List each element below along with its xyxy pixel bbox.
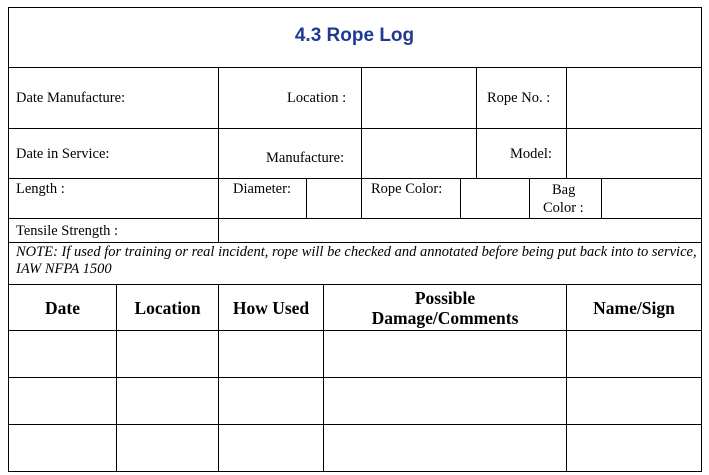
rule-v-476-rows12 <box>476 67 477 179</box>
tensile-strength-label: Tensile Strength : <box>16 223 119 239</box>
header-how-used: How Used <box>232 298 310 318</box>
manufacture-value-cell[interactable] <box>362 129 476 178</box>
model-value-cell[interactable] <box>567 129 701 178</box>
log-row-3-date[interactable] <box>9 425 116 471</box>
header-damage-comments <box>324 287 566 329</box>
log-row-1-damage-comments[interactable] <box>324 331 566 377</box>
rule-v-361-row3 <box>361 178 362 219</box>
log-row-3-damage-comments[interactable] <box>324 425 566 471</box>
rule-v-218-rows12 <box>218 67 219 179</box>
rope-color-value-cell[interactable] <box>461 179 529 218</box>
log-row-2-location[interactable] <box>117 378 218 424</box>
rope-no-label: Rope No. : <box>487 90 551 106</box>
rule-under-note <box>8 284 702 285</box>
date-manufacture-label: Date Manufacture: <box>16 90 126 106</box>
tensile-strength-value-cell[interactable] <box>219 219 701 242</box>
log-row-2-date[interactable] <box>9 378 116 424</box>
form-title: 4.3 Rope Log <box>294 25 415 46</box>
rope-color-label: Rope Color: <box>371 181 443 197</box>
log-row-1-location[interactable] <box>117 331 218 377</box>
log-row-2-damage-comments[interactable] <box>324 378 566 424</box>
log-row-2-how-used[interactable] <box>219 378 323 424</box>
date-in-service-label: Date in Service: <box>16 146 110 162</box>
border-bottom <box>8 471 702 472</box>
manufacture-label: Manufacture: <box>266 150 345 166</box>
bag-color-label: Color : <box>543 200 584 216</box>
border-right <box>701 7 702 472</box>
diameter-label: Diameter: <box>233 181 291 197</box>
log-row-2-name-sign[interactable] <box>567 378 701 424</box>
length-label: Length : <box>16 181 65 197</box>
header-date: Date <box>45 298 80 318</box>
rope-no-value-cell[interactable] <box>567 68 701 128</box>
log-row-3-location[interactable] <box>117 425 218 471</box>
border-top <box>8 7 702 8</box>
rule-v-529-row3 <box>529 178 530 219</box>
log-row-1-name-sign[interactable] <box>567 331 701 377</box>
rule-under-row4 <box>8 242 702 243</box>
header-damage: Damage/Comments <box>371 308 519 328</box>
header-possible: Possible <box>414 288 476 308</box>
log-row-3-name-sign[interactable] <box>567 425 701 471</box>
model-label: Model: <box>510 146 552 162</box>
location-value-cell[interactable] <box>362 68 476 128</box>
header-location: Location <box>134 298 201 318</box>
bag-color-value-cell[interactable] <box>602 179 701 218</box>
log-row-3-how-used[interactable] <box>219 425 323 471</box>
header-name-sign: Name/Sign <box>593 298 675 318</box>
diameter-value-cell[interactable] <box>307 179 361 218</box>
note-text: NOTE: If used for training or real incident, rope will be checked and annotated before being put back into to service, IAW NFPA 1500 <box>16 244 697 277</box>
rule-v-218-row3 <box>218 178 219 219</box>
log-row-1-how-used[interactable] <box>219 331 323 377</box>
log-row-1-date[interactable] <box>9 331 116 377</box>
location-label: Location : <box>287 90 347 106</box>
bag-label: Bag <box>552 182 576 198</box>
